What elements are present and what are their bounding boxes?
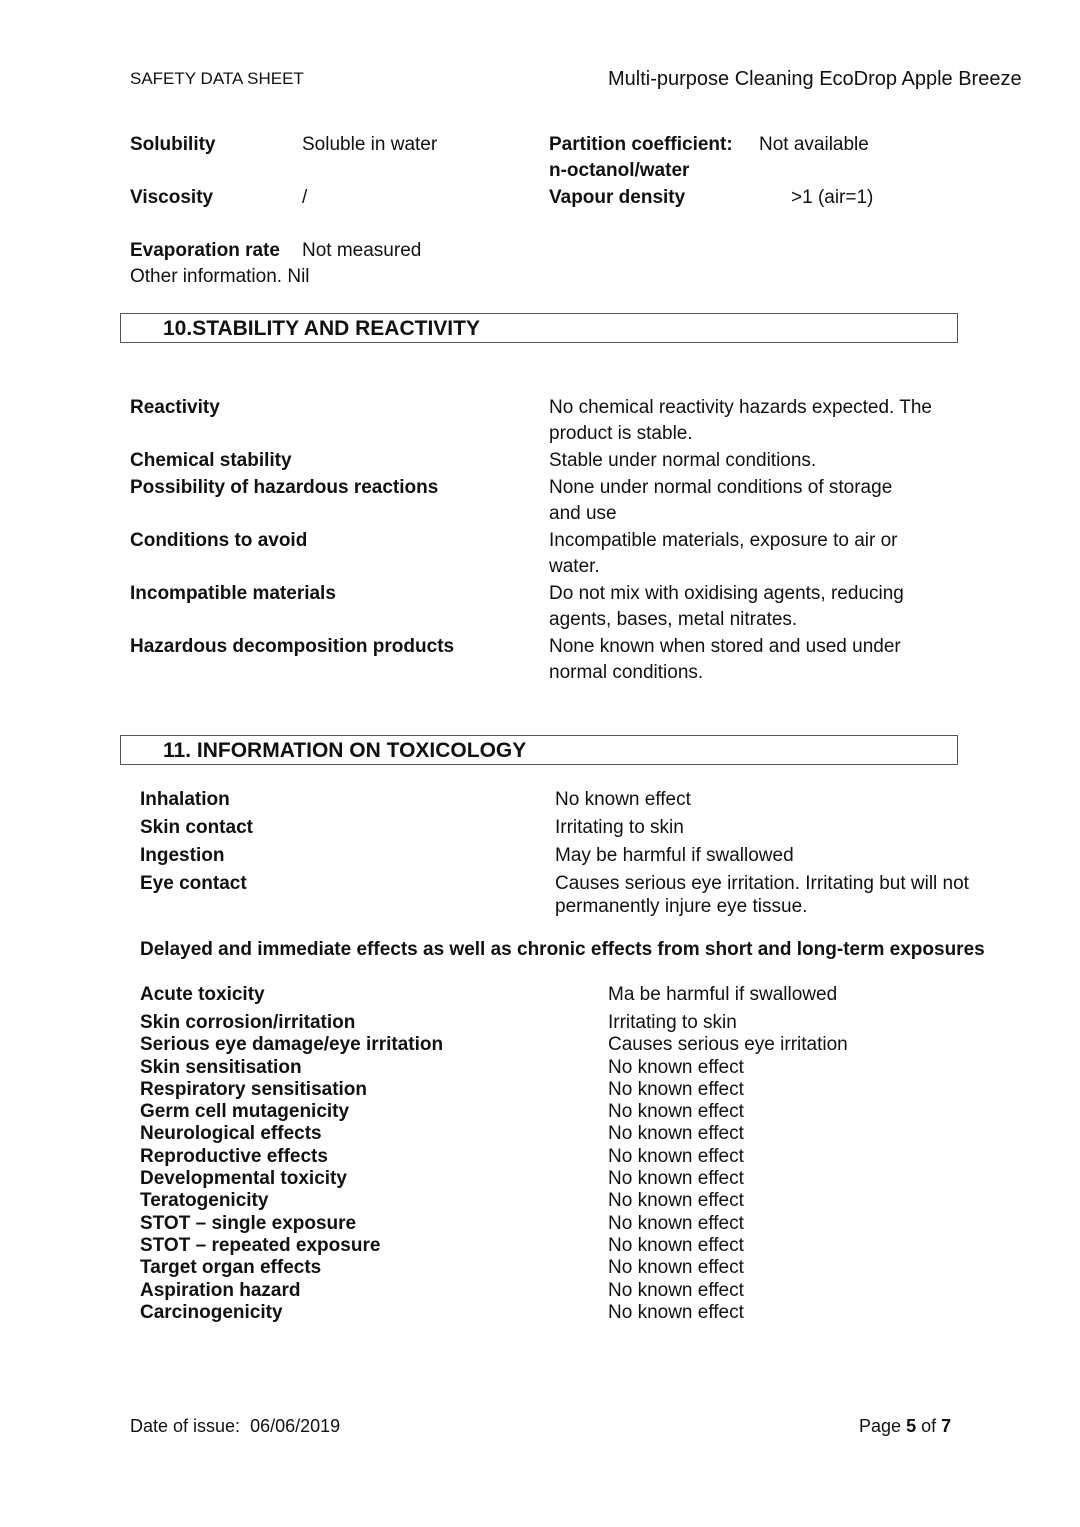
list-item — [140, 1123, 900, 1145]
section-10-header — [120, 313, 958, 343]
effect-value: No known effect — [608, 1168, 744, 1190]
page-total: 7 — [941, 1416, 952, 1436]
reactivity-label: Reactivity — [130, 397, 220, 418]
solubility-value: Soluble in water — [302, 134, 438, 155]
list-item — [140, 1146, 900, 1168]
effect-value: No known effect — [608, 1078, 744, 1100]
list-item — [140, 1257, 900, 1279]
list-item — [140, 1034, 900, 1056]
effect-value: No known effect — [608, 1301, 744, 1323]
effect-label: Serious eye damage/eye irritation — [140, 1034, 444, 1056]
effect-label: Skin corrosion/irritation — [140, 1012, 356, 1033]
effect-value: No known effect — [608, 1234, 744, 1256]
effect-label: STOT – single exposure — [140, 1212, 357, 1234]
incompatible-materials-value-line1: Do not mix with oxidising agents, reducing — [549, 583, 904, 604]
inhalation-value: No known effect — [555, 789, 691, 810]
effect-label: Target organ effects — [140, 1257, 322, 1279]
solubility-label: Solubility — [130, 134, 216, 155]
effect-value: No known effect — [608, 1145, 744, 1167]
viscosity-label: Viscosity — [130, 187, 214, 208]
page-word: Page — [859, 1416, 902, 1436]
eye-contact-value-line2: permanently injure eye tissue. — [555, 896, 808, 917]
date-label: Date of issue: — [130, 1416, 241, 1436]
list-item — [140, 1235, 900, 1257]
effect-label: Skin sensitisation — [140, 1056, 302, 1078]
effect-label: Carcinogenicity — [140, 1301, 283, 1323]
effect-value: Irritating to skin — [608, 1012, 737, 1033]
page-number — [859, 1413, 951, 1439]
effect-label: Reproductive effects — [140, 1145, 328, 1167]
partition-label-line2: n-octanol/water — [549, 160, 690, 181]
date-value: 06/06/2019 — [250, 1416, 341, 1436]
chemical-stability-value: Stable under normal conditions. — [549, 450, 817, 471]
vapour-density-label: Vapour density — [549, 187, 686, 208]
section-10-title: 10.STABILITY AND REACTIVITY — [163, 317, 480, 340]
inhalation-label: Inhalation — [140, 789, 230, 810]
incompatible-materials-label: Incompatible materials — [130, 583, 336, 604]
reactivity-value-line1: No chemical reactivity hazards expected. The — [549, 397, 932, 418]
effect-value: Causes serious eye irritation — [608, 1034, 848, 1056]
decomposition-products-value-line1: None known when stored and used under — [549, 636, 901, 657]
effect-value: No known effect — [608, 1212, 744, 1234]
effect-label: Respiratory sensitisation — [140, 1078, 368, 1100]
evaporation-value: Not measured — [302, 240, 422, 261]
effect-value: No known effect — [608, 1190, 744, 1212]
effect-value: No known effect — [608, 1279, 744, 1301]
date-of-issue — [130, 1413, 340, 1439]
effect-value: No known effect — [608, 1257, 744, 1279]
decomposition-products-value-line2: normal conditions. — [549, 662, 704, 683]
list-item — [140, 1280, 900, 1302]
section-11-title: 11. INFORMATION ON TOXICOLOGY — [163, 739, 527, 762]
eye-contact-label: Eye contact — [140, 873, 247, 894]
effect-label: Neurological effects — [140, 1123, 322, 1145]
effect-label: Aspiration hazard — [140, 1279, 301, 1301]
list-item — [140, 1101, 900, 1123]
list-item — [140, 1168, 900, 1190]
list-item — [140, 1190, 900, 1212]
ingestion-label: Ingestion — [140, 845, 225, 866]
viscosity-value: / — [302, 187, 308, 208]
header-right: Multi-purpose Cleaning EcoDrop Apple Breeze — [608, 68, 1022, 90]
list-item — [140, 1012, 900, 1034]
page-of: of — [921, 1416, 937, 1436]
skin-contact-label: Skin contact — [140, 817, 253, 838]
list-item — [140, 1057, 900, 1079]
acute-toxicity-label: Acute toxicity — [140, 984, 265, 1005]
conditions-to-avoid-value-line1: Incompatible materials, exposure to air or — [549, 530, 898, 551]
effect-label: Teratogenicity — [140, 1190, 269, 1212]
list-item — [140, 1302, 900, 1324]
effect-label: Germ cell mutagenicity — [140, 1101, 350, 1123]
toxicology-effects-list — [140, 1012, 900, 1324]
hazardous-reactions-value-line2: and use — [549, 503, 617, 524]
conditions-to-avoid-label: Conditions to avoid — [130, 530, 308, 551]
evaporation-label: Evaporation rate — [130, 240, 280, 261]
effect-label: Developmental toxicity — [140, 1168, 347, 1190]
decomposition-products-label: Hazardous decomposition products — [130, 636, 455, 657]
list-item — [140, 1213, 900, 1235]
ingestion-value: May be harmful if swallowed — [555, 845, 794, 866]
effect-label: STOT – repeated exposure — [140, 1234, 381, 1256]
effect-value: No known effect — [608, 1123, 744, 1145]
conditions-to-avoid-value-line2: water. — [549, 556, 600, 577]
page-current: 5 — [906, 1416, 917, 1436]
effect-value: No known effect — [608, 1056, 744, 1078]
effect-value: No known effect — [608, 1101, 744, 1123]
hazardous-reactions-label: Possibility of hazardous reactions — [130, 477, 439, 498]
list-item — [140, 1079, 900, 1101]
header-left: SAFETY DATA SHEET — [130, 69, 304, 88]
skin-contact-value: Irritating to skin — [555, 817, 684, 838]
acute-toxicity-value: Ma be harmful if swallowed — [608, 984, 838, 1005]
reactivity-value-line2: product is stable. — [549, 423, 693, 444]
incompatible-materials-value-line2: agents, bases, metal nitrates. — [549, 609, 798, 630]
hazardous-reactions-value-line1: None under normal conditions of storage — [549, 477, 893, 498]
partition-value: Not available — [759, 134, 869, 155]
vapour-density-value: >1 (air=1) — [791, 187, 874, 208]
partition-label-line1: Partition coefficient: — [549, 134, 733, 155]
effects-subheading: Delayed and immediate effects as well as chronic effects from short and long-term exposures — [140, 939, 985, 960]
eye-contact-value-line1: Causes serious eye irritation. Irritating but will not — [555, 873, 969, 894]
chemical-stability-label: Chemical stability — [130, 450, 292, 471]
other-information: Other information. Nil — [130, 266, 310, 287]
section-11-header — [120, 735, 958, 765]
